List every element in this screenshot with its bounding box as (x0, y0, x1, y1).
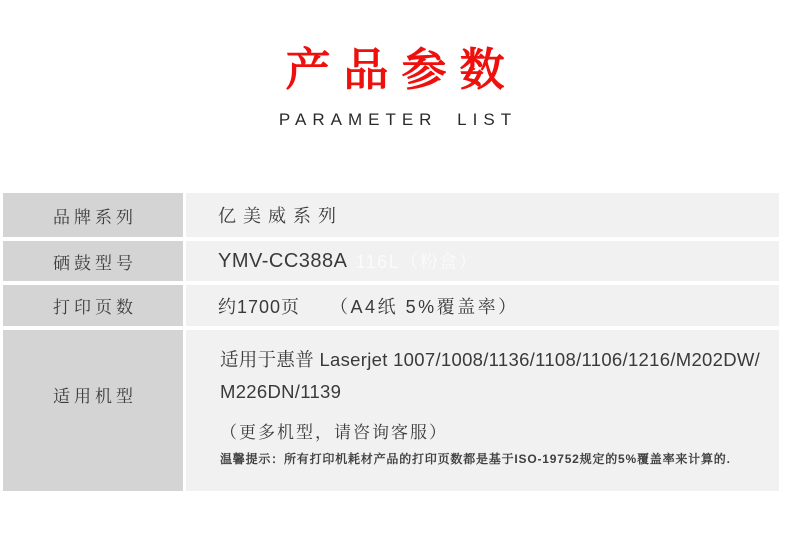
more-models-note: （更多机型，请咨询客服） (220, 423, 448, 442)
brand-series-value-cell (186, 193, 779, 237)
cartridge-model-label: 硒鼓型号 (3, 241, 183, 281)
cartridge-model-value-cell (186, 241, 779, 281)
compatible-models-line-1: 适用于惠普 Laserjet 1007/1008/1136/1108/1106/1216/M202DW/ (220, 349, 761, 370)
compatible-models-value-cell (186, 330, 779, 491)
print-pages-label: 打印页数 (3, 285, 183, 326)
table-row-print-pages (3, 285, 779, 326)
ghost-watermark-text: 116L（粉盒） (355, 252, 479, 272)
page-subtitle: PARAMETER LIST (278, 110, 518, 130)
iso-coverage-hint: 温馨提示：所有打印机耗材产品的打印页数都是基于ISO-19752规定的5%覆盖率来计算的. (220, 452, 731, 466)
compatible-models-label: 适用机型 (3, 330, 183, 491)
page-header (0, 0, 790, 130)
table-row-compatible-models (3, 330, 779, 491)
brand-series-value: 亿美威系列 (218, 206, 343, 226)
print-pages-value-cell (186, 285, 779, 326)
table-row-brand-series (3, 193, 779, 237)
cartridge-model-value: YMV-CC388A (218, 249, 348, 272)
brand-series-label: 品牌系列 (3, 193, 183, 237)
page-title: 产品参数 (285, 44, 518, 95)
table-row-cartridge-model (3, 241, 779, 281)
parameter-table (3, 193, 779, 491)
print-pages-coverage-note: （A4纸 5%覆盖率） (330, 296, 519, 317)
compatible-models-line-2: M226DN/1139 (220, 381, 342, 402)
print-pages-value: 约1700页 (218, 296, 301, 317)
